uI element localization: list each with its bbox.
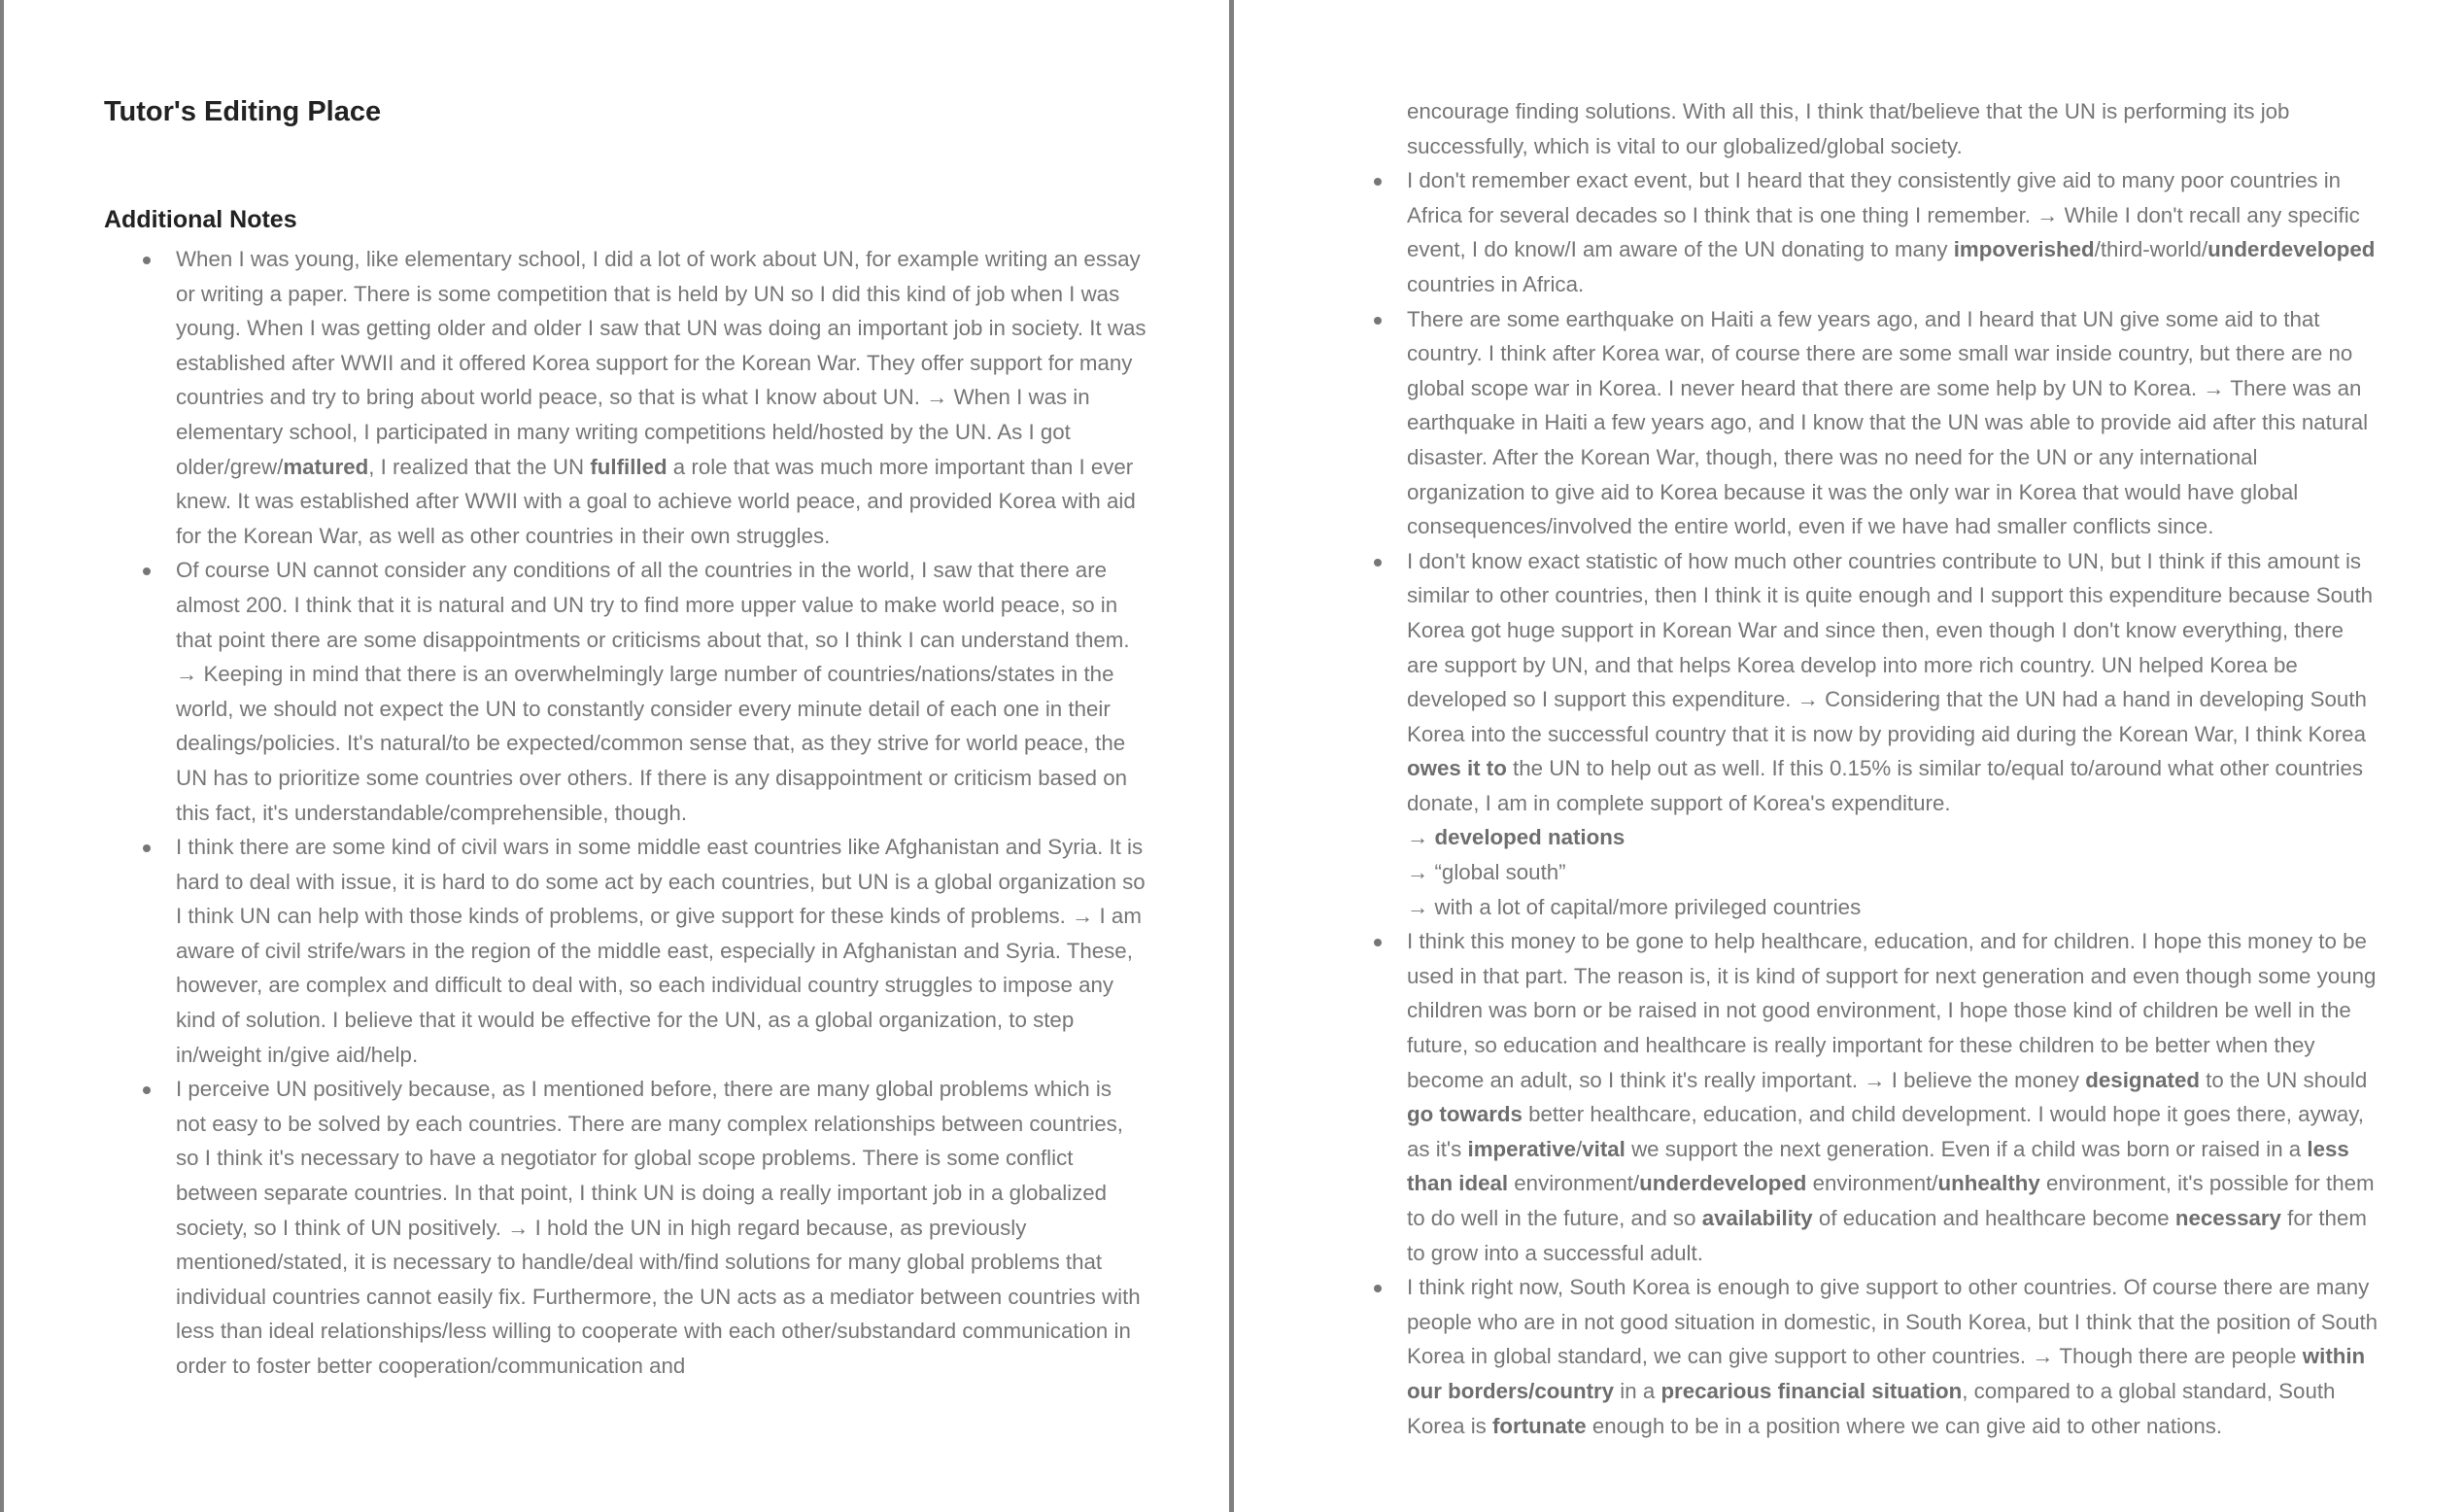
text-run: I perceive UN positively because, as I mentioned before, there are many global problems which is not easy to be solved by each countries. There are many complex relationships between countries, so I think it's necessary to have a negotiator for global scope problems. There is some conflict between separate countries. In that point, I think UN is doing a really important job in a globalized society, so I think of UN positively. → I hold the UN in high regard because, as previously mentioned/stated, it is necessary to handle/deal with/find solutions for many global problems that individual countries cannot easily fix. Furthermore, the UN acts as a mediator between countries with less than ideal relationships/less willing to cooperate with each other/substandard communication in order to foster better cooperation/communication and	[176, 1077, 1141, 1378]
text-run: better healthcare, education, and child development. I would hope it goes there, ayway, as it's	[1407, 1102, 2364, 1161]
list-item	[1407, 163, 2378, 301]
text-run: environment/	[1508, 1171, 1640, 1196]
list-item	[176, 553, 1147, 830]
text-run: in a	[1614, 1378, 1661, 1403]
bold-revision: underdeveloped	[1639, 1171, 1807, 1196]
continuation-line	[1407, 855, 2378, 890]
text-run: , compared to a global standard, South Korea is	[1407, 1378, 2336, 1438]
continuation-line	[1407, 890, 2378, 925]
notes-list-left	[176, 242, 1147, 1384]
text-run: There are some earthquake on Haiti a few years ago, and I heard that UN give some aid to that country. I think after Korea war, of course there are some small war inside country, but there are no global scope war in Korea. I never heard that there are some help by UN to Korea. → There was an earthquake in Haiti a few years ago, and I know that the UN was able to provide aid after this natural disaster. After the Korean War, though, there was no need for the UN or any international organization to give aid to Korea because it was the only war in Korea that would have global consequences/involved the entire world, even if we have had smaller conflicts since.	[1407, 306, 2369, 539]
text-run: /third-world/	[2094, 237, 2208, 262]
text-run: →	[1407, 825, 1435, 850]
list-item	[1407, 544, 2378, 821]
text-run: to the UN should	[2199, 1067, 2368, 1092]
list-item	[1407, 924, 2378, 1270]
bold-revision: imperative	[1467, 1136, 1577, 1161]
bold-revision: underdeveloped	[2207, 237, 2376, 262]
bold-revision: owes it to	[1407, 756, 1507, 781]
page-right	[1234, 0, 2464, 1512]
list-item	[176, 1072, 1147, 1383]
notes-list-right	[1407, 94, 2378, 1443]
text-run: Of course UN cannot consider any conditions of all the countries in the world, I saw that there are almost 200. I think that it is natural and UN try to find more upper value to make world peace, so in that point there are some disappointments or criticisms about that, so I think I can understand them. → Keeping in mind that there is an overwhelmingly large number of countries/nations/states in the world, we should not expect the UN to constantly consider every minute detail of each one in their dealings/policies. It's natural/to be expected/common sense that, as they strive for world peace, the UN has to prioritize some countries over others. If there is any disappointment or criticism based on this fact, it's understandable/comprehensible, though.	[176, 558, 1130, 825]
bold-revision: availability	[1701, 1206, 1813, 1230]
text-run: environment/	[1806, 1171, 1938, 1196]
bold-revision: unhealthy	[1937, 1171, 2040, 1196]
text-run: countries in Africa.	[1407, 271, 1585, 296]
text-run: a role that was much more important than I ever knew. It was established after WWII with a goal to achieve world peace, and provided Korea with aid for the Korean War, as well as other countries in their own struggles.	[176, 454, 1136, 548]
bold-revision: vital	[1582, 1136, 1626, 1161]
text-run: , I realized that the UN	[368, 454, 591, 479]
bold-revision: developed nations	[1434, 825, 1626, 850]
text-run: I think this money to be gone to help healthcare, education, and for children. I hope this money to be used in that part. The reason is, it is kind of support for next generation and even though some young children was born or be raised in not good environment, I hope those kind of children be well in the future, so education and healthcare is really important for these children to be better when they become an adult, so I think it's really important. → I believe the money	[1407, 929, 2377, 1092]
text-run: enough to be in a position where we can give aid to other nations.	[1586, 1413, 2223, 1438]
bold-revision: impoverished	[1953, 237, 2095, 262]
text-run: I think there are some kind of civil wars in some middle east countries like Afghanistan and Syria. It is hard to deal with issue, it is hard to do some act by each countries, but UN is a global organization so I think UN can help with those kinds of problems, or give support for these kinds of problems. → I am aware of civil strife/wars in the region of the middle east, especially in Afghanistan and Syria. These, however, are complex and difficult to deal with, so each individual country struggles to impose any kind of solution. I believe that it would be effective for the UN, as a global organization, to step in/weight in/give aid/help.	[176, 835, 1146, 1067]
text-run: the UN to help out as well. If this 0.15% is similar to/equal to/around what other countries donate, I am in complete support of Korea's expenditure.	[1407, 756, 2364, 815]
bold-revision: precarious financial situation	[1660, 1378, 1963, 1403]
list-item	[176, 242, 1147, 553]
bold-revision: within our borders/country	[1407, 1344, 2366, 1403]
text-run: of education and healthcare become	[1812, 1206, 2175, 1230]
list-item	[1407, 302, 2378, 544]
text-run: for them to grow into a successful adult.	[1407, 1206, 2367, 1265]
text-run: I think right now, South Korea is enough to give support to other countries. Of course there are many people who are in not good situation in domestic, in South Korea, but I think that the position of South Korea in global standard, we can give support to other countries. → Though there are people	[1407, 1275, 2378, 1369]
text-run: we support the next generation. Even if a child was born or raised in a	[1625, 1136, 2308, 1161]
text-run: /	[1576, 1136, 1583, 1161]
bold-revision: fortunate	[1492, 1413, 1587, 1438]
list-item	[176, 830, 1147, 1072]
list-item	[1407, 1270, 2378, 1443]
bold-revision: matured	[283, 454, 369, 479]
text-run: → “global south”	[1407, 860, 1566, 885]
text-run: When I was young, like elementary school, I did a lot of work about UN, for example writing an essay or writing a paper. There is some competition that is held by UN so I did this kind of job when I was young. When I was getting older and older I saw that UN was doing an important job in society. It was established after WWII and it offered Korea support for the Korean War. They offer support for many countries and try to bring about world peace, so that is what I know about UN. → When I was in elementary school, I participated in many writing competitions held/hosted by the UN. As I got older/grew/	[176, 247, 1146, 479]
section-heading: Additional Notes	[104, 206, 297, 233]
page-left	[4, 0, 1229, 1512]
text-run: I don't know exact statistic of how much other countries contribute to UN, but I think if this amount is similar to other countries, then I think it is quite enough and I support this expenditure because South Korea got huge support in Korean War and since then, even though I don't know everything, there are support by UN, and that helps Korea develop into more rich country. UN helped Korea be developed so I support this expenditure. → Considering that the UN had a hand in developing South Korea into the successful country that it is now by providing aid during the Korean War, I think Korea	[1407, 548, 2374, 746]
bold-revision: fulfilled	[590, 454, 667, 479]
bold-revision: less than ideal	[1407, 1136, 2349, 1196]
document-title: Tutor's Editing Place	[104, 96, 382, 127]
bold-revision: go towards	[1407, 1102, 1523, 1127]
continuation-line	[1407, 820, 2378, 855]
text-run: → with a lot of capital/more privileged countries	[1407, 894, 1862, 919]
bold-revision: designated	[2085, 1067, 2200, 1092]
continuation-line	[1407, 94, 2378, 163]
text-run: environment, it's possible for them to do well in the future, and so	[1407, 1171, 2375, 1230]
bold-revision: necessary	[2174, 1206, 2281, 1230]
text-run: I don't remember exact event, but I heard that they consistently give aid to many poor countries in Africa for several decades so I think that is one thing I remember. → While I don't recall any specific event, I do know/I am aware of the UN donating to many	[1407, 168, 2360, 262]
text-run: encourage finding solutions. With all this, I think that/believe that the UN is performing its job successfully, which is vital to our globalized/global society.	[1407, 99, 2290, 158]
